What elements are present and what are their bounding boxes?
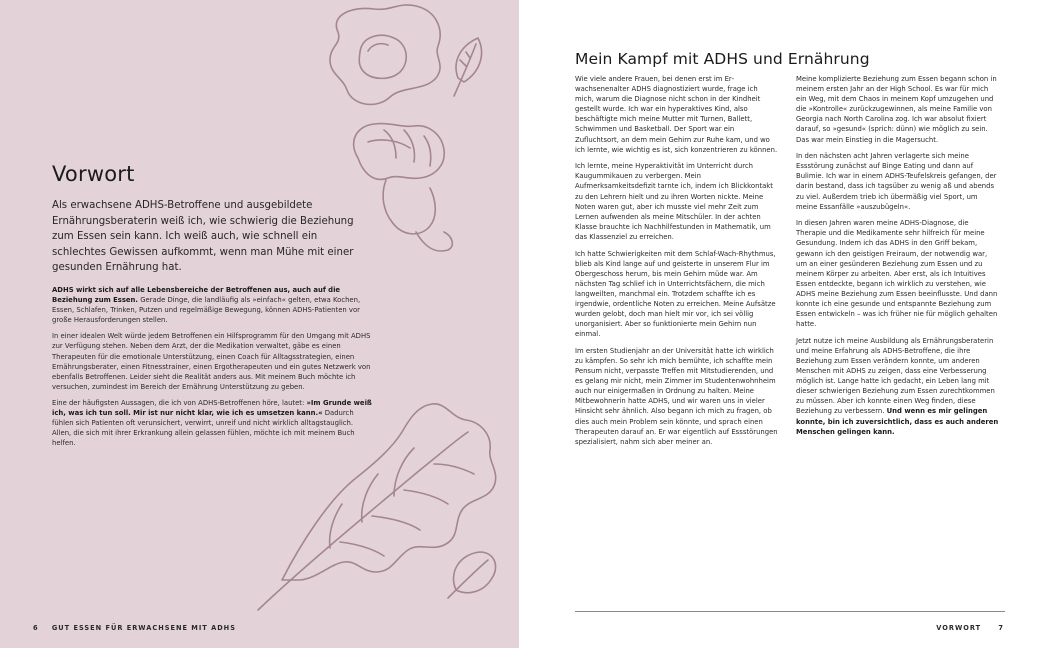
left-page-footer <box>33 624 236 632</box>
column-paragraph: Ich lernte, meine Hyperaktivität im Unterricht durch Kaugummikauen zu verbergen. Mein Aufmerksamkeitsdefizit tarnte ich, indem ich Blickkontakt zu den Lehrern hielt und zu ihren Worten nickte. Meine Noten waren gut, aber ich musste viel mehr Zeit zum Lernen aufwenden als meine Mitschüler. In der achten Klasse brauchte ich Nachhilfestunden in Mathematik, um das Klassenziel zu erreichen. <box>575 162 773 241</box>
leaf-icon <box>454 38 482 96</box>
paragraph-text: Dadurch fühlen sich Patienten oft verunsichert, verwirrt, unreif und nicht wirklich alltagstauglich. Allen, die sich mit ihrer Erkrankung allein gelassen fühlen, möchte ich mit meinem Buch helfen. <box>52 409 355 448</box>
intro-paragraph: Als erwachsene ADHS-Betroffene und ausgebildete Ernährungsberaterin weiß ich, wie schwierig die Beziehung zum Essen sein kann. Ich weiß auch, wie schnell ein schlechtes Gewissen aufkommt, wenn man Mühe mit einer gesunden Ernährung hat. <box>52 200 354 274</box>
column-paragraph: Wie viele andere Frauen, bei denen erst im Erwachsenenalter ADHS diagnostiziert wurde, frage ich mich, warum die Diagnose nicht schon in der Kindheit gestellt wurde. Ich war ein hyperaktives Kind, also beschäftigte mich meine Mutter mit Turnen, Ballett, Schwimmen und Basketball. Der Sport war ein Zufluchtsort, an dem mein Gehirn zur Ruhe kam, und wo ich lernte, wie wichtig es ist, sich konzentrieren zu können. <box>575 75 778 154</box>
left-text-block <box>52 162 374 454</box>
column-paragraph: Meine komplizierte Beziehung zum Essen begann schon in meinem ersten Jahr an der High School. Es war für mich ein Weg, mit dem Chaos in meinem Kopf umzugehen und die »Kontrolle« zurückzugewinnen, als meine Familie von Georgia nach North Carolina zog. Ich war absolut fixiert darauf, so »gesund« (sprich: dünn) wie möglich zu sein. Das war mein Einstieg in die Magersucht. <box>796 75 997 144</box>
quote-text: »Im Grunde weiß ich, was ich tun soll. Mir ist nur nicht klar, wie ich es umsetzen kann.« <box>52 398 372 417</box>
emphasis-text: ADHS wirkt sich auf alle Lebensbereiche der Betroffenen aus, auch auf die Beziehung zum Essen. <box>52 285 341 305</box>
body-paragraph-1 <box>52 285 374 325</box>
body-paragraph-3 <box>52 398 374 448</box>
paragraph-text: Gerade Dinge, die landläufig als »einfach« gelten, etwa Kochen, Essen, Schlafen, Trinken, Putzen und regelmäßige Bewegung, können ADHS-Patienten vor große Herausforderungen stellen. <box>52 296 361 325</box>
column-paragraph: Ich hatte Schwierigkeiten mit dem Schlaf-Wach-Rhythmus, blieb als Kind lange auf und geisterte in unserem Flur im Obergeschoss herum, bis mein Gehirn müde war. Am nächsten Tag schlief ich in Unterrichtsfächern, die mich langweilten, manchmal ein. Trotzdem schaffte ich es irgendwie, ordentliche Noten zu erreichen. Meine Aufsätze wurden gelobt, doch man hielt mir vor, ich sei völlig unorganisiert. Aber so funktionierte mein Gehirn nun einmal. <box>575 249 776 339</box>
column-paragraph: Im ersten Studienjahr an der Universität hatte ich wirklich zu kämpfen. So sehr ich mich bemühte, ich schaffte mein Pensum nicht, verpasste Treffen mit Mitstudierenden, und es gelang mir nicht, mein Zimmer im Studentenwohnheim auch nur einigermaßen in Ordnung zu halten. Meine Mitbewohnerin hatte ADHS, und wir waren uns in vieler Hinsicht sehr ähnlich. Also begann ich mich zu fragen, ob dies auch mein Problem sein könnte, und sprach einen Therapeuten darauf an. Er war eigentlich auf Essstörungen spezialisiert, nahm sich aber meiner an. <box>575 346 778 446</box>
section-heading: Mein Kampf mit ADHS und Ernährung <box>575 50 870 68</box>
footer-rule <box>575 611 1005 612</box>
page-number: 7 <box>998 624 1004 632</box>
text-column-right <box>796 74 999 443</box>
right-page-footer <box>936 624 1004 632</box>
chapter-heading: Vorwort <box>52 162 135 186</box>
right-page <box>519 0 1037 648</box>
page-number: 6 <box>33 624 39 632</box>
paragraph-text: Eine der häufigsten Aussagen, die ich von ADHS-Betroffenen höre, lautet: <box>52 398 307 407</box>
fried-egg-icon <box>330 5 440 105</box>
column-paragraph: In den nächsten acht Jahren verlagerte sich meine Essstörung zunächst auf Binge Eating und dann auf Bulimie. Ich war in einem ADHS-Teufelskreis gefangen, der darin bestand, dass ich tagsüber zu wenig aß und abends zu viel. Außerdem trieb ich übermäßig viel Sport, um meine Essanfälle »auszubügeln«. <box>796 152 997 211</box>
text-column-left <box>575 74 778 453</box>
paragraph-text: Jetzt nutze ich meine Ausbildung als Ernährungsberaterin und meine Erfahrung als ADHS-Betroffene, die ihre Beziehung zum Essen verändern konnte, um anderen Menschen mit ADHS zu zeigen, dass eine Verbesserung möglich ist. Lange hatte ich gedacht, ein Leben lang mit dieser schwierigen Beziehung zum Essen zurechtkommen zu müssen. Aber ich konnte einen Weg finden, diese Beziehung zu verbessern. <box>796 336 995 416</box>
small-leaf-icon <box>448 552 496 598</box>
emphasis-text: Und wenn es mir gelingen konnte, bin ich zuversichtlich, dass es auch anderen Menschen gelingen kann. <box>796 407 999 436</box>
column-paragraph <box>796 336 999 437</box>
body-paragraph-2: In einer idealen Welt würde jedem Betroffenen ein Hilfsprogramm für den Umgang mit ADHS zur Verfügung stehen. Neben dem Arzt, der die Medikation verwaltet, gäbe es einen Therapeuten für die emotionale Unterstützung, einen Coach für Alltagsstrategien, einen Ernährungsberater, einen Fitnesstrainer, einen Ergotherapeuten und ein gutes Netzwerk von ebenfalls Betroffenen. Leider sieht die Realität anders aus. Mit meinem Buch möchte ich versuchen, zumindest im Bereich der Ernährung Unterstützung zu geben. <box>52 332 371 391</box>
running-title: GUT ESSEN FÜR ERWACHSENE MIT ADHS <box>51 624 236 632</box>
running-title: VORWORT <box>936 624 982 632</box>
column-paragraph: In diesen Jahren waren meine ADHS-Diagnose, die Therapie und die Medikamente sehr hilfreich für meine Gesundung. Indem ich das ADHS in den Griff bekam, gewann ich den geistigen Freiraum, der notwendig war, um an einer gesünderen Beziehung zum Essen und zu meinem Körper zu arbeiten. Aber erst, als ich Intuitives Essen entdeckte, begann ich wirklich zu verstehen, wie ADHS meine Beziehung zum Essen beeinflusste. Und dann konnte ich eine gesunde und entspannte Beziehung zum Essen entwickeln – was ich früher nie für möglich gehalten hatte. <box>796 219 998 329</box>
